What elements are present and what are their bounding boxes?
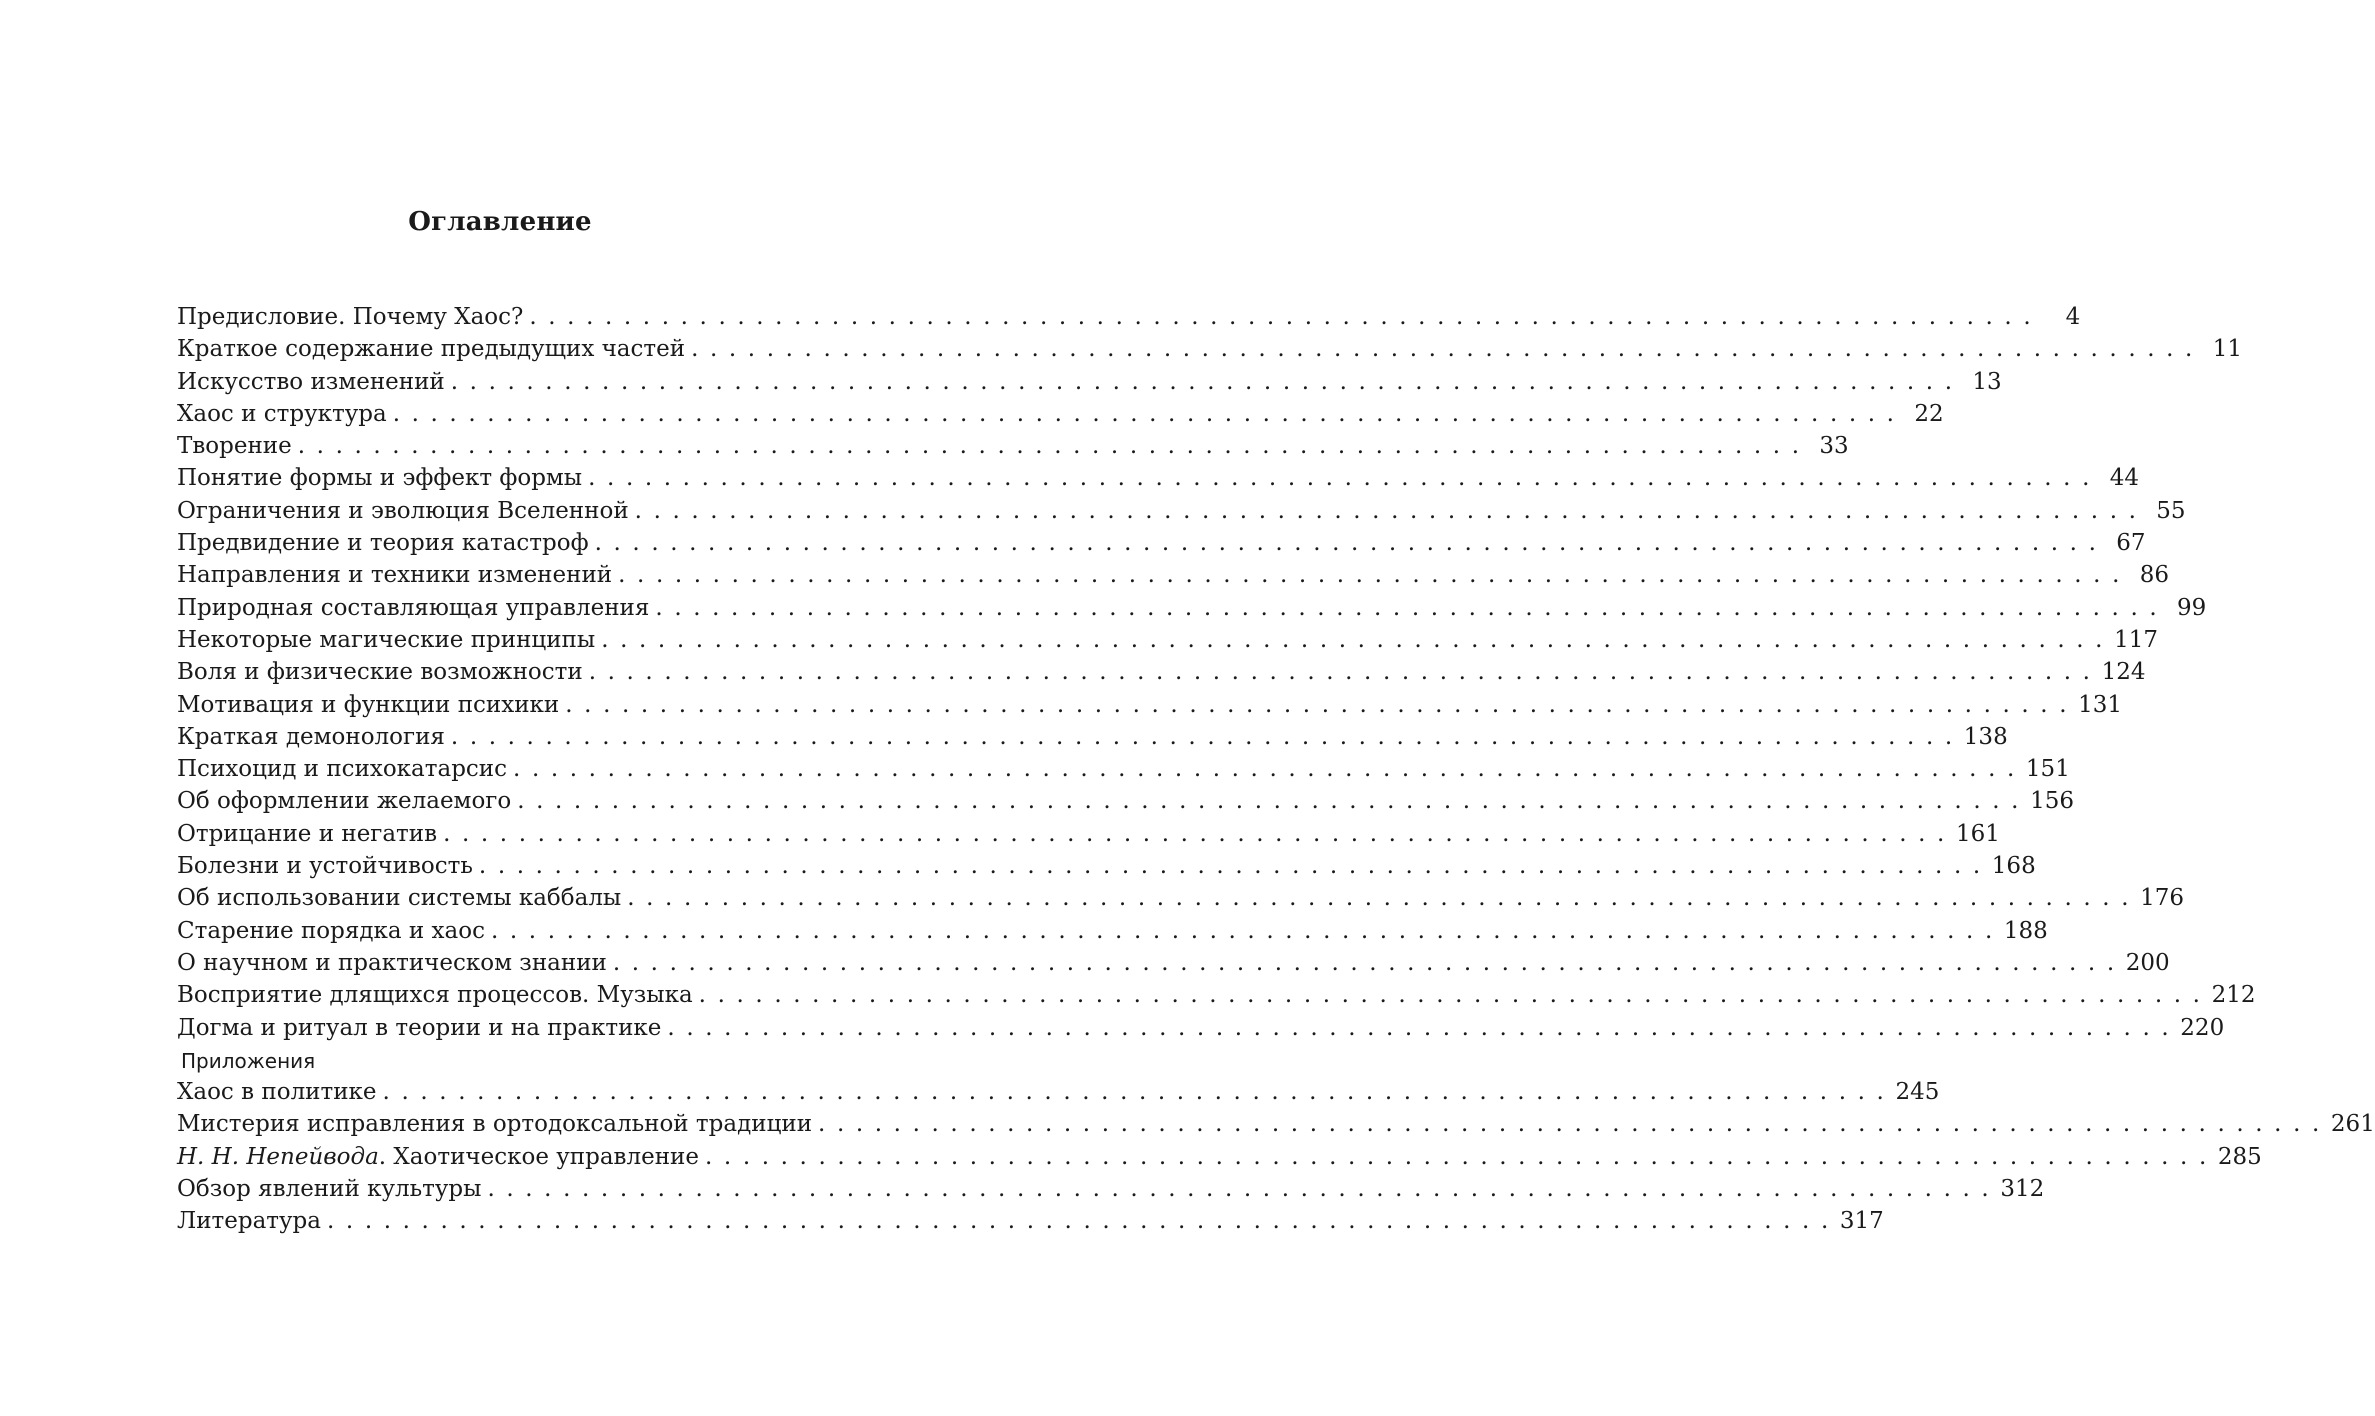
dot-leader: ................................................................................ (450, 723, 1964, 750)
toc-entry-label: Восприятие длящихся процессов. Музыка (177, 982, 693, 1009)
table-of-contents (177, 301, 2375, 1238)
toc-entry[interactable] (177, 592, 2207, 624)
toc-entry-page-number: 168 (1991, 853, 2036, 880)
dot-leader: ................................................................................ (691, 336, 2204, 363)
dot-leader: ................................................................................ (487, 1176, 2001, 1203)
toc-entry-page-number: 176 (2140, 885, 2185, 912)
dot-leader: ................................................................................ (601, 626, 2115, 653)
toc-entry-title (177, 366, 451, 398)
toc-entry-label: Психоцид и психокатарсис (177, 756, 508, 783)
toc-entry-title (177, 1205, 327, 1237)
toc-entry-page-number: 200 (2125, 949, 2170, 976)
dot-leader: ................................................................................ (618, 562, 2132, 589)
toc-entry-title (177, 1141, 705, 1173)
toc-entry-label: Хаос в политике (177, 1079, 377, 1106)
toc-entry-page-number: 151 (2025, 756, 2070, 783)
toc-entry-title (177, 592, 655, 624)
toc-entry-label: Старение порядка и хаос (177, 917, 485, 944)
toc-entry-title (177, 333, 691, 365)
toc-entry-label: Предвидение и теория катастроф (177, 530, 589, 557)
toc-entry-title (177, 721, 451, 753)
toc-entry-title (177, 527, 595, 559)
toc-entry-label: . Хаотическое управление (378, 1143, 699, 1170)
toc-entry[interactable] (177, 1108, 2375, 1140)
toc-entry-title (177, 1076, 383, 1108)
toc-entry-page-number: 99 (2177, 594, 2207, 621)
toc-entry[interactable] (177, 624, 2158, 656)
toc-entry[interactable] (177, 559, 2170, 591)
toc-appendix-entries (177, 1076, 2375, 1237)
toc-entry[interactable] (177, 689, 2123, 721)
dot-leader: ................................................................................ (698, 982, 2212, 1009)
toc-entry-title (177, 689, 565, 721)
toc-entry[interactable] (177, 947, 2170, 979)
toc-entry[interactable] (177, 495, 2186, 527)
toc-entry-label: Мистерия исправления в ортодоксальной традиции (177, 1111, 813, 1138)
dot-leader: ................................................................................ (705, 1143, 2218, 1170)
toc-entry-page-number: 117 (2114, 626, 2158, 653)
toc-entry-title (177, 1173, 487, 1205)
toc-entry[interactable] (177, 1076, 1940, 1108)
dot-leader: ................................................................................ (565, 691, 2079, 718)
toc-entry-page-number: 220 (2180, 1014, 2225, 1041)
toc-entry-page-number: 124 (2101, 659, 2146, 686)
toc-entry-title (177, 947, 613, 979)
toc-entry-label: Об использовании системы каббалы (177, 885, 622, 912)
toc-entry-page-number: 33 (1819, 433, 1849, 460)
toc-entry-title (177, 1108, 818, 1140)
toc-entry-title (177, 1012, 667, 1044)
toc-entry-page-number: 11 (2212, 336, 2242, 363)
toc-entry-title (177, 398, 393, 430)
toc-entry-label: Некоторые магические принципы (177, 626, 596, 653)
toc-entry[interactable] (177, 753, 2070, 785)
toc-entry[interactable] (177, 656, 2146, 688)
toc-entry-label: Понятие формы и эффект формы (177, 465, 583, 492)
toc-entry[interactable] (177, 462, 2140, 494)
toc-entry-page-number: 261 (2330, 1111, 2375, 1138)
toc-entry-title (177, 656, 589, 688)
toc-entry[interactable] (177, 882, 2185, 914)
toc-entry-page-number: 138 (1963, 723, 2008, 750)
toc-entry-label: Отрицание и негатив (177, 820, 438, 847)
dot-leader: ................................................................................ (478, 853, 1992, 880)
toc-entry-page-number: 55 (2156, 497, 2186, 524)
dot-leader: ................................................................................ (490, 917, 2004, 944)
dot-leader: ................................................................................ (443, 820, 1956, 847)
dot-leader: ................................................................................ (513, 756, 2026, 783)
toc-entry[interactable] (177, 366, 2002, 398)
toc-entry-label: Краткая демонология (177, 723, 445, 750)
dot-leader: ................................................................................ (382, 1079, 1896, 1106)
toc-entry-title (177, 753, 513, 785)
toc-entry[interactable] (177, 1205, 1884, 1237)
toc-entry-page-number: 245 (1895, 1079, 1940, 1106)
toc-entry-title (177, 882, 627, 914)
toc-entry-title (177, 559, 618, 591)
toc-entry[interactable] (177, 1173, 2045, 1205)
dot-leader: ................................................................................ (450, 368, 1964, 395)
toc-entry-page-number: 285 (2217, 1143, 2262, 1170)
toc-entry-page-number: 317 (1839, 1208, 1884, 1235)
toc-entry-label: Болезни и устойчивость (177, 853, 473, 880)
toc-entry-title (177, 301, 529, 333)
toc-entry-label: Творение (177, 433, 292, 460)
dot-leader: ................................................................................ (612, 949, 2126, 976)
toc-entry-label: Краткое содержание предыдущих частей (177, 336, 686, 363)
toc-entry-title (177, 495, 635, 527)
dot-leader: ................................................................................ (529, 304, 2043, 330)
toc-entry-title (177, 785, 517, 817)
toc-entry[interactable] (177, 398, 1944, 430)
dot-leader: ................................................................................ (588, 465, 2102, 492)
toc-section-heading: Приложения (181, 1048, 316, 1073)
toc-entry[interactable] (177, 430, 1849, 462)
toc-entry[interactable] (177, 721, 2008, 753)
toc-entry-page-number: 67 (2116, 530, 2146, 557)
toc-entry[interactable] (177, 850, 2036, 882)
toc-entry-author: Н. Н. Непейвода (177, 1143, 379, 1170)
dot-leader: ................................................................................ (327, 1208, 1840, 1235)
toc-entry-title (177, 979, 699, 1011)
dot-leader: ................................................................................ (667, 1014, 2181, 1041)
toc-entry[interactable] (177, 818, 2000, 850)
toc-entry-title (177, 850, 479, 882)
toc-entry-label: Природная составляющая управления (177, 594, 650, 621)
toc-entry-page-number: 312 (2000, 1176, 2045, 1203)
toc-entry-title (177, 430, 298, 462)
toc-entry-page-number: 4 (2065, 304, 2081, 330)
page-title: Оглавление (408, 207, 592, 237)
toc-entry-title (177, 462, 588, 494)
toc-entry-page-number: 188 (2003, 917, 2048, 944)
toc-entry-page-number: 131 (2078, 691, 2123, 718)
toc-entry-title (177, 624, 601, 656)
toc-entry-label: Обзор явлений культуры (177, 1176, 482, 1203)
toc-entry[interactable] (177, 979, 2256, 1011)
toc-entry-label: Литература (177, 1208, 321, 1235)
toc-entry[interactable] (177, 785, 2074, 817)
dot-leader: ................................................................................ (297, 433, 1811, 460)
dot-leader: ................................................................................ (517, 788, 2031, 815)
toc-entry[interactable] (177, 333, 2242, 365)
dot-leader: ................................................................................ (588, 659, 2102, 686)
toc-entry-title (177, 915, 491, 947)
dot-leader: ................................................................................ (655, 594, 2169, 621)
toc-entry-label: Направления и техники изменений (177, 562, 613, 589)
toc-entry-label: Воля и физические возможности (177, 659, 583, 686)
toc-entry[interactable] (177, 915, 2048, 947)
dot-leader: ................................................................................ (392, 400, 1906, 427)
toc-entry[interactable] (177, 1012, 2225, 1044)
toc-entry-label: Искусство изменений (177, 368, 445, 395)
toc-entry-page-number: 212 (2211, 982, 2256, 1009)
toc-entry-label: Об оформлении желаемого (177, 788, 512, 815)
toc-entry-title (177, 818, 443, 850)
dot-leader: ................................................................................ (818, 1111, 2331, 1138)
toc-entry-page-number: 161 (1955, 820, 2000, 847)
toc-entry-label: Предисловие. Почему Хаос? (177, 304, 524, 330)
toc-entry-page-number: 156 (2030, 788, 2074, 815)
toc-entry-page-number: 86 (2139, 562, 2170, 589)
dot-leader: ................................................................................ (634, 497, 2148, 524)
dot-leader: ................................................................................ (594, 530, 2108, 557)
toc-entry-label: Мотивация и функции психики (177, 691, 560, 718)
toc-entry[interactable] (177, 1141, 2262, 1173)
toc-entry-page-number: 44 (2109, 465, 2140, 492)
toc-entry-label: О научном и практическом знании (177, 949, 607, 976)
toc-main-entries (177, 301, 2256, 1044)
toc-entry-page-number: 13 (1972, 368, 2002, 395)
toc-entry-label: Догма и ритуал в теории и на практике (177, 1014, 662, 1041)
toc-entry[interactable] (177, 301, 2081, 333)
dot-leader: ................................................................................ (627, 885, 2141, 912)
toc-entry[interactable] (177, 527, 2146, 559)
toc-entry-page-number: 22 (1914, 400, 1944, 427)
toc-entry-label: Ограничения и эволюция Вселенной (177, 497, 629, 524)
toc-entry-label: Хаос и структура (177, 400, 387, 427)
